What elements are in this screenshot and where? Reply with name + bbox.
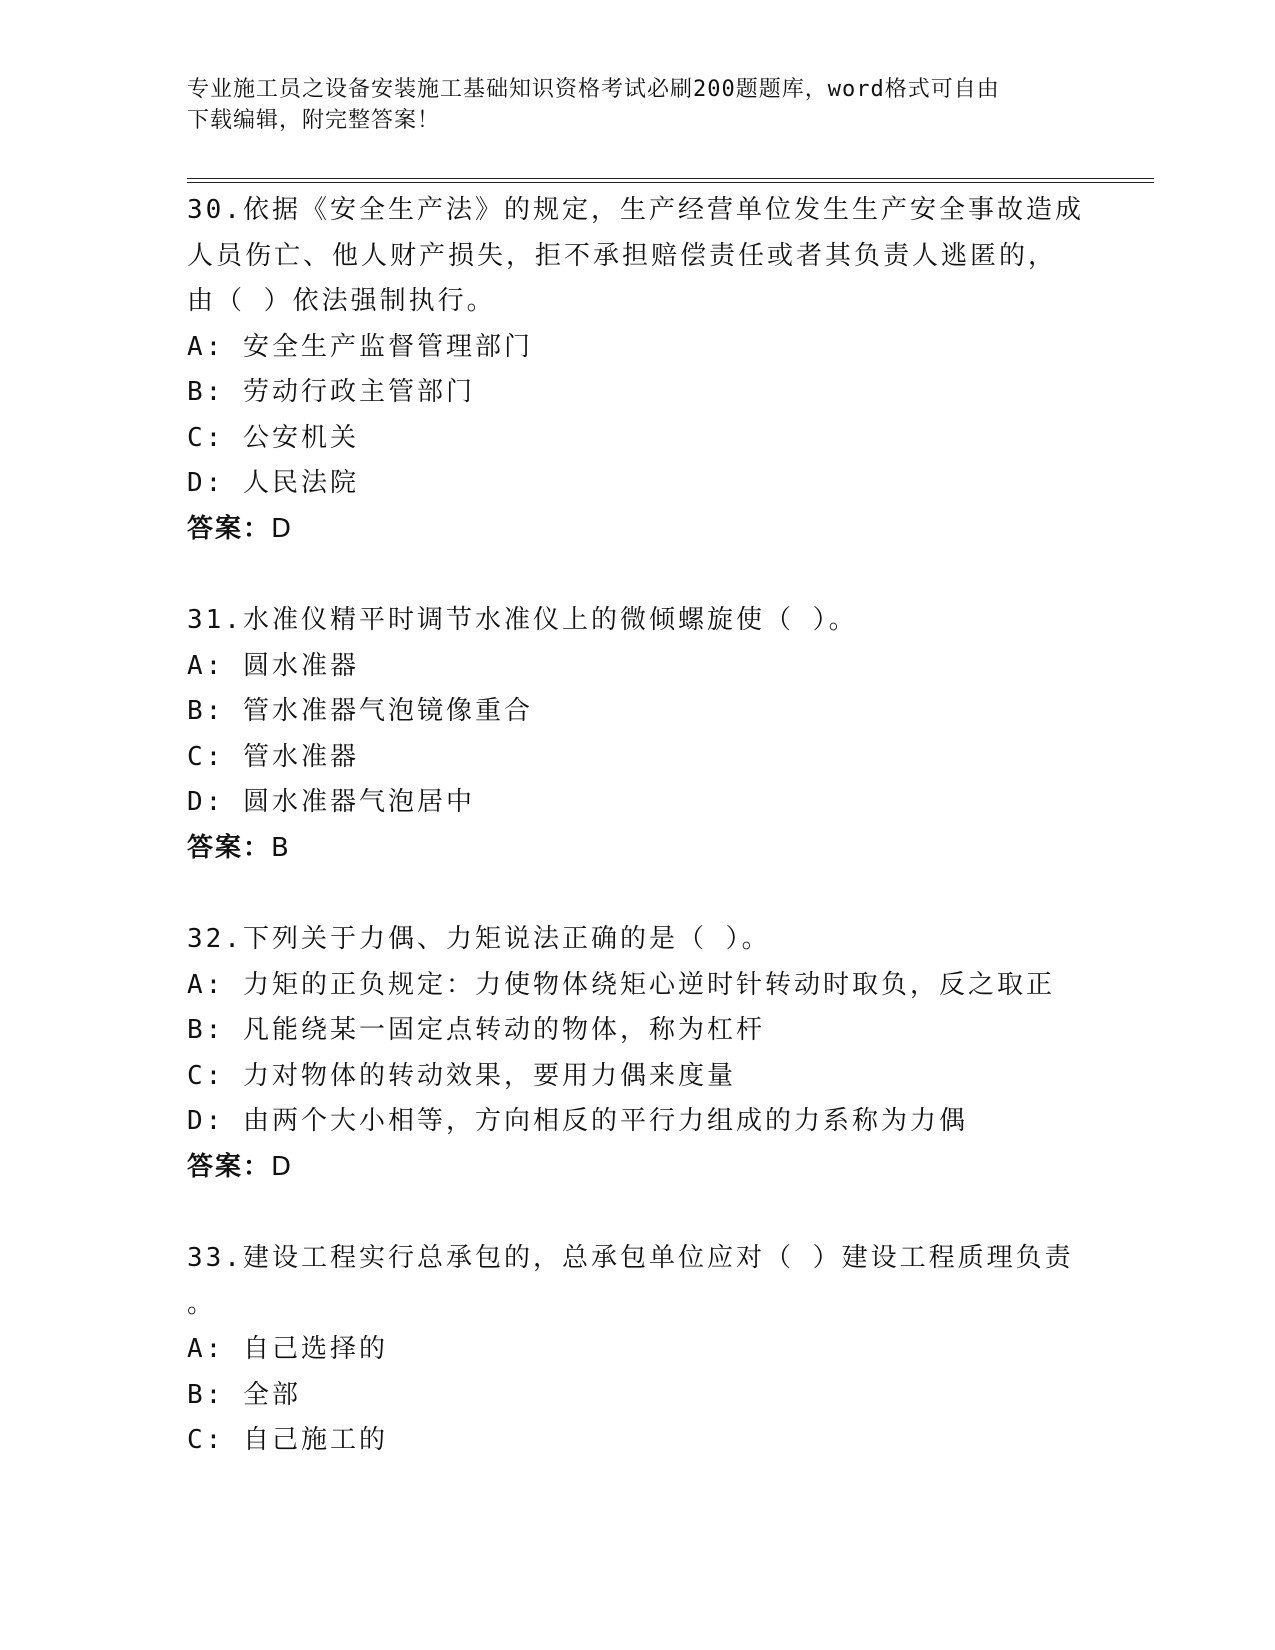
option-b (187, 1008, 1087, 1054)
option-text: 力矩的正负规定：力使物体绕矩心逆时针转动时取负，反之取正 (242, 969, 1055, 1000)
option-text: 劳动行政主管部门 (242, 377, 475, 407)
answer-value: D (271, 513, 294, 544)
option-text: 圆水准器气泡居中 (242, 787, 475, 817)
option-text: 全部 (242, 1379, 301, 1410)
answer-line (187, 826, 1087, 872)
question-stem-line: 人员伤亡、他人财产损失，拒不承担赔偿责任或者其负责人逃匿的， (187, 240, 1058, 271)
option-b (187, 689, 1087, 735)
option-letter: D: (187, 787, 225, 817)
header-title-line-1: 专业施工员之设备安装施工基础知识资格考试必刷200题题库，word格式可自由 (187, 77, 1000, 102)
question-stem-line: 。 (187, 1288, 217, 1319)
question-30 (187, 188, 1087, 552)
page-header (187, 74, 1067, 136)
option-letter: D: (187, 1106, 225, 1136)
option-text: 自己选择的 (242, 1334, 388, 1364)
option-letter: A: (187, 650, 225, 681)
answer-line (187, 1145, 1087, 1191)
option-c (187, 416, 1087, 462)
answer-label: 答案： (187, 513, 272, 544)
option-text: 由两个大小相等，方向相反的平行力组成的力系称为力偶 (242, 1106, 968, 1136)
option-letter: B: (187, 696, 225, 726)
option-b (187, 1373, 1087, 1419)
header-title-line-2: 下载编辑，附完整答案！ (187, 108, 441, 133)
answer-value: D (271, 1151, 294, 1182)
option-text: 管水准器 (242, 741, 359, 772)
option-text: 凡能绕某一固定点转动的物体，称为杠杆 (242, 1015, 765, 1045)
option-letter: C: (187, 422, 225, 453)
option-text: 自己施工的 (242, 1425, 388, 1455)
option-a (187, 325, 1087, 371)
option-letter: B: (187, 377, 225, 407)
option-letter: B: (187, 1379, 225, 1410)
option-c (187, 735, 1087, 781)
question-stem-line: 30.依据《安全生产法》的规定，生产经营单位发生生产安全事故造成 (187, 195, 1084, 225)
question-32 (187, 917, 1087, 1190)
question-33 (187, 1236, 1087, 1464)
option-letter: C: (187, 1425, 225, 1455)
option-d (187, 780, 1087, 826)
option-letter: C: (187, 1060, 225, 1091)
header-double-rule (187, 178, 1154, 183)
option-text: 安全生产监督管理部门 (242, 331, 533, 362)
option-text: 管水准器气泡镜像重合 (242, 696, 533, 726)
option-letter: A: (187, 1334, 225, 1364)
question-stem-line: 32.下列关于力偶、力矩说法正确的是（ ）。 (187, 924, 771, 954)
option-d (187, 1099, 1087, 1145)
question-31 (187, 598, 1087, 871)
answer-value: B (271, 832, 291, 863)
question-stem-line: 31.水准仪精平时调节水准仪上的微倾螺旋使（ ）。 (187, 605, 858, 635)
option-a (187, 963, 1087, 1009)
option-text: 圆水准器 (242, 650, 359, 681)
answer-line (187, 507, 1087, 553)
option-c (187, 1054, 1087, 1100)
question-stem-line: 由（ ）依法强制执行。 (187, 286, 496, 316)
option-letter: A: (187, 969, 225, 1000)
option-text: 人民法院 (242, 468, 359, 498)
answer-label: 答案： (187, 1151, 272, 1182)
option-a (187, 644, 1087, 690)
answer-label: 答案： (187, 832, 272, 863)
option-text: 公安机关 (242, 422, 359, 453)
question-stem-line: 33.建设工程实行总承包的，总承包单位应对（ ）建设工程质理负责 (187, 1243, 1074, 1273)
option-b (187, 370, 1087, 416)
option-letter: C: (187, 741, 225, 772)
option-letter: D: (187, 468, 225, 498)
question-list (187, 188, 1087, 1510)
option-a (187, 1327, 1087, 1373)
option-c (187, 1418, 1087, 1464)
option-d (187, 461, 1087, 507)
option-text: 力对物体的转动效果，要用力偶来度量 (242, 1060, 736, 1091)
option-letter: A: (187, 331, 225, 362)
option-letter: B: (187, 1015, 225, 1045)
